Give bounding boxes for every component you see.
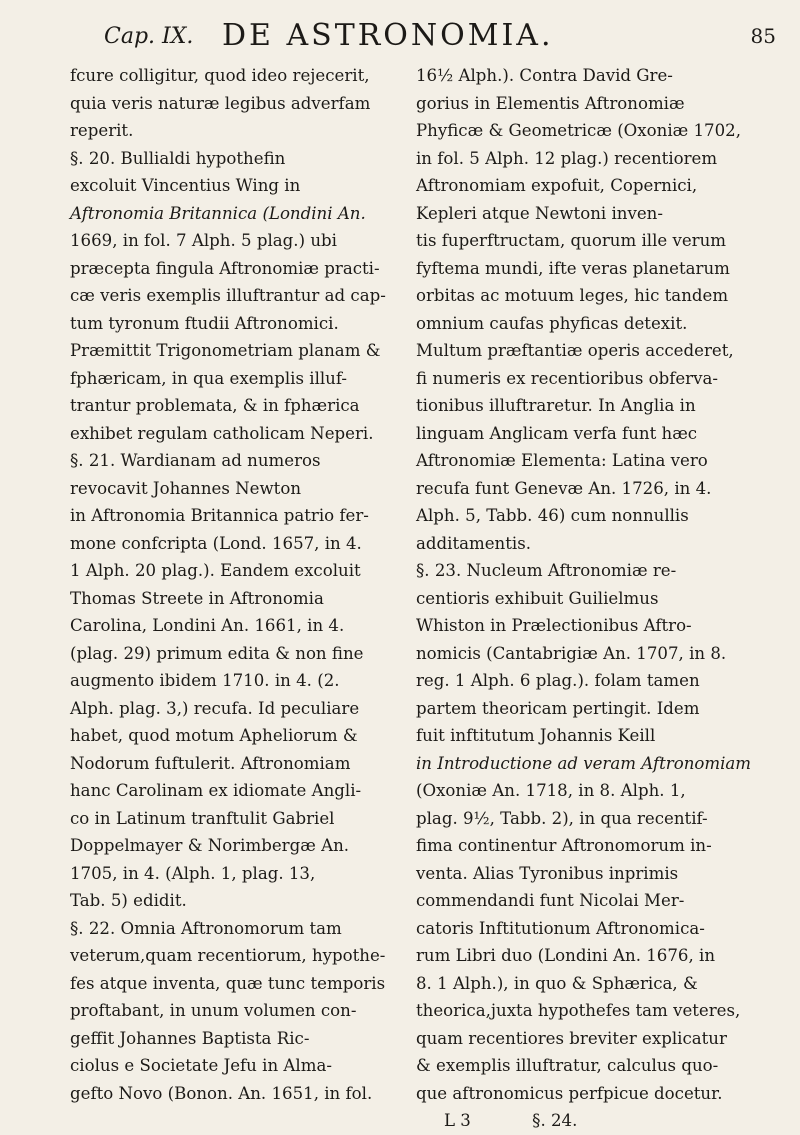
- text-line: revocavit Johannes Newton: [70, 478, 302, 498]
- text-line: centioris exhibuit Guilielmus: [416, 588, 659, 608]
- text-line: 16½ Alph.). Contra David Gre-: [416, 66, 673, 85]
- text-line: Aftronomiam expofuit, Copernici,: [416, 176, 698, 195]
- text-line: rum Libri duo (Londini An. 1676, in: [416, 946, 716, 965]
- text-line: Thomas Streete in Aftronomia: [70, 588, 324, 608]
- text-line: partem theoricam pertingit. Idem: [416, 698, 700, 718]
- text-line: nomicis (Cantabrigiæ An. 1707, in 8.: [416, 643, 727, 663]
- section-21-start: §. 21. Wardianam ad numeros: [70, 451, 321, 470]
- text-line: habet, quod motum Apheliorum &: [70, 726, 358, 745]
- right-column: [416, 62, 788, 1135]
- text-line: Tab. 5) edidit.: [70, 891, 187, 910]
- text-line: additamentis.: [416, 533, 532, 553]
- text-line: Alph. 5, Tabb. 46) cum nonnullis: [416, 506, 689, 525]
- text-line: excoluit Vincentius Wing in: [70, 176, 301, 195]
- text-line: in Aftronomia Britannica patrio fer-: [70, 506, 369, 525]
- text-line: in fol. 5 Alph. 12 plag.) recentiorem: [416, 148, 718, 168]
- text-line: mone confcripta (Lond. 1657, in 4.: [70, 533, 362, 553]
- section-22-start: §. 22. Omnia Aftronomorum tam: [70, 918, 342, 938]
- text-line: quia veris naturæ legibus adverfam: [70, 93, 371, 113]
- text-line: quam recentiores breviter explicatur: [416, 1028, 727, 1048]
- text-line: præcepta fingula Aftronomiæ practi-: [70, 258, 380, 278]
- text-line: reperit.: [70, 121, 134, 140]
- text-line: Doppelmayer & Norimbergæ An.: [70, 836, 350, 855]
- text-line: gorius in Elementis Aftronomiæ: [416, 93, 685, 113]
- running-head: [0, 10, 800, 53]
- text-line: tionibus illuftraretur. In Anglia in: [416, 396, 696, 415]
- text-line: augmento ibidem 1710. in 4. (2.: [70, 671, 340, 690]
- text-line: Aftronomia Britannica (Londini An.: [70, 203, 366, 223]
- text-line: in Introductione ad veram Aftronomiam: [416, 753, 752, 773]
- text-line: (Oxoniæ An. 1718, in 8. Alph. 1,: [416, 781, 686, 800]
- text-line: fes atque inventa, quæ tunc temporis: [70, 973, 386, 993]
- catchword-line: [416, 1107, 788, 1135]
- text-line: proftabant, in unum volumen con-: [70, 1001, 357, 1020]
- catchword: §. 24.: [532, 1111, 578, 1130]
- text-line: tis fuperftructam, quorum ille verum: [416, 231, 727, 250]
- text-line: veterum,quam recentiorum, hypothe-: [70, 946, 386, 965]
- text-line: Alph. plag. 3,) recufa. Id peculiare: [70, 698, 360, 718]
- text-line: trantur problemata, & in fphærica: [70, 396, 360, 415]
- text-line: recufa funt Genevæ An. 1726, in 4.: [416, 478, 712, 498]
- text-line: Multum præftantiæ operis accederet,: [416, 341, 734, 360]
- text-line: fima continentur Aftronomorum in-: [416, 836, 712, 855]
- text-line: venta. Alias Tyronibus inprimis: [416, 863, 679, 883]
- text-line: theorica,juxta hypothefes tam veteres,: [416, 1001, 741, 1020]
- section-20-start: §. 20. Bullialdi hypothefin: [70, 148, 286, 168]
- text-line: fuit inftitutum Johannis Keill: [416, 726, 656, 745]
- text-line: co in Latinum tranftulit Gabriel: [70, 808, 335, 828]
- running-title: DE ASTRONOMIA.: [222, 18, 554, 53]
- text-line: hanc Carolinam ex idiomate Angli-: [70, 781, 362, 800]
- text-line: plag. 9½, Tabb. 2), in qua recentif-: [416, 808, 708, 828]
- left-column: [70, 62, 390, 1107]
- text-line: orbitas ac motuum leges, hic tandem: [416, 286, 729, 305]
- text-line: 1 Alph. 20 plag.). Eandem excoluit: [70, 561, 361, 580]
- text-line: linguam Anglicam verfa funt hæc: [416, 423, 698, 443]
- text-line: 1669, in fol. 7 Alph. 5 plag.) ubi: [70, 231, 337, 250]
- text-line: fyftema mundi, ifte veras planetarum: [416, 258, 730, 278]
- text-line: que aftronomicus perfpicue docetur.: [416, 1083, 723, 1103]
- text-line: commendandi funt Nicolai Mer-: [416, 891, 685, 910]
- text-line: Aftronomiæ Elementa: Latina vero: [416, 451, 708, 470]
- section-23-start: §. 23. Nucleum Aftronomiæ re-: [416, 561, 677, 580]
- text-line: gefto Novo (Bonon. An. 1651, in fol.: [70, 1083, 373, 1103]
- text-line: tum tyronum ftudii Aftronomici.: [70, 313, 339, 333]
- text-line: Whiston in Prælectionibus Aftro-: [416, 616, 692, 635]
- text-line: fcure colligitur, quod ideo rejecerit,: [70, 66, 370, 85]
- signature-mark: L 3: [444, 1111, 471, 1130]
- text-line: omnium caufas phyficas detexit.: [416, 313, 688, 333]
- text-line: 8. 1 Alph.), in quo & Sphærica, &: [416, 973, 698, 993]
- text-line: fphæricam, in qua exemplis illuf-: [70, 368, 348, 388]
- text-line: Carolina, Londini An. 1661, in 4.: [70, 616, 345, 635]
- text-line: reg. 1 Alph. 6 plag.). folam tamen: [416, 671, 700, 690]
- text-line: ciolus e Societate Jefu in Alma-: [70, 1056, 332, 1075]
- text-line: fi numeris ex recentioribus obferva-: [416, 368, 718, 388]
- text-line: Præmittit Trigonometriam planam &: [70, 341, 381, 360]
- page-number: 85: [750, 24, 776, 48]
- chapter-label: Cap. IX.: [104, 24, 194, 49]
- text-line: exhibet regulam catholicam Neperi.: [70, 423, 374, 443]
- text-line: cæ veris exemplis illuftrantur ad cap-: [70, 286, 386, 305]
- text-line: Kepleri atque Newtoni inven-: [416, 203, 663, 223]
- text-line: Nodorum fuftulerit. Aftronomiam: [70, 753, 351, 773]
- text-line: & exemplis illuftratur, calculus quo-: [416, 1056, 719, 1075]
- text-line: geffit Johannes Baptista Ric-: [70, 1028, 310, 1048]
- text-line: Phyficæ & Geometricæ (Oxoniæ 1702,: [416, 121, 741, 140]
- text-line: catoris Inftitutionum Aftronomica-: [416, 918, 705, 938]
- text-line: 1705, in 4. (Alph. 1, plag. 13,: [70, 863, 316, 883]
- text-line: (plag. 29) primum edita & non fine: [70, 643, 364, 663]
